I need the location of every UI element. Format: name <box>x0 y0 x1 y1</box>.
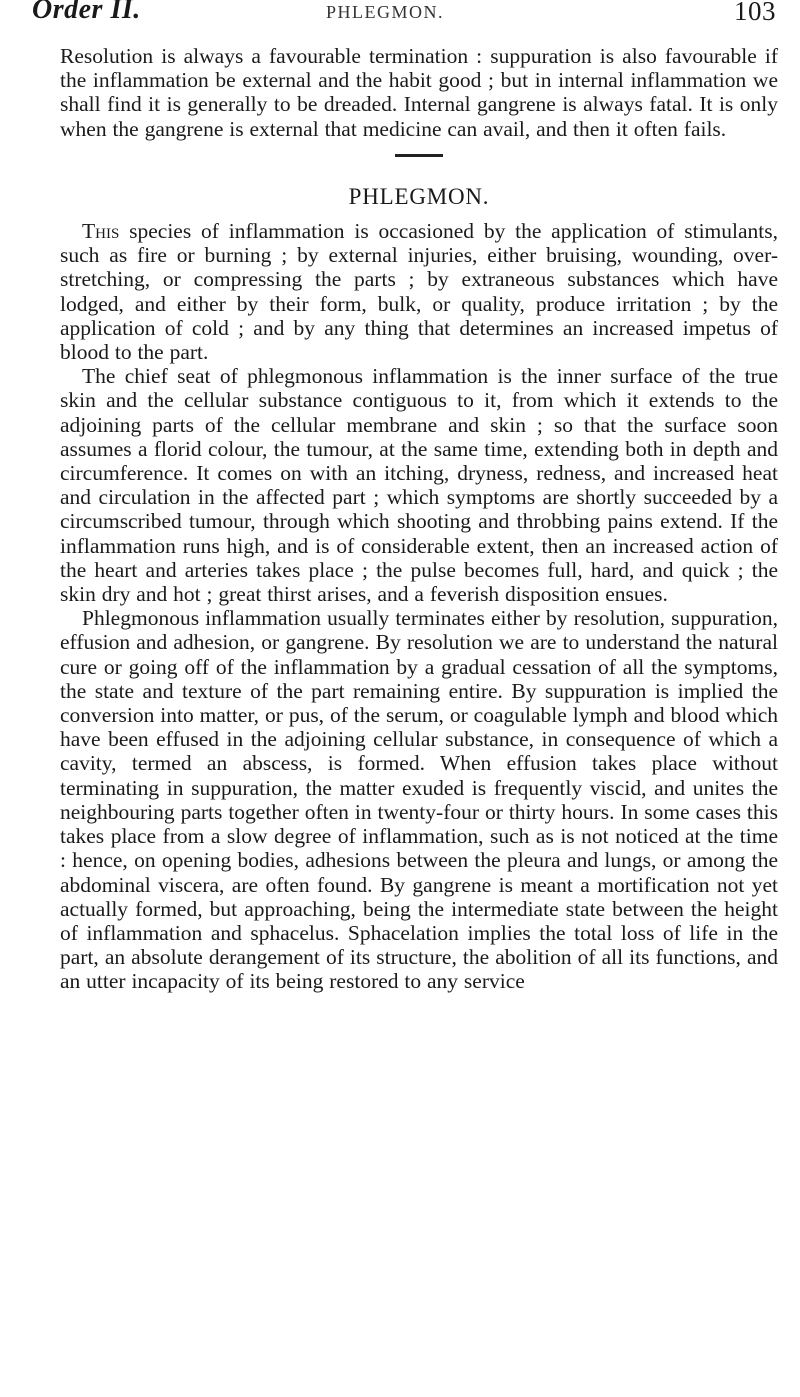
section-paragraph-1 <box>60 219 778 364</box>
section-paragraph-2: The chief seat of phlegmonous inflammation is the inner surface of the true skin and the cellular substance contiguous to it, from which it extends to the adjoining parts of the cellular membrane and skin ; so that the surface soon assumes a florid colour, the tumour, at the same time, extending both in depth and circumference. It comes on with an itching, dryness, redness, and increased heat and circulation in the affected part ; which symptoms are shortly succeeded by a circumscribed tumour, through which shooting and throbbing pains extend. If the inflammation runs high, and is of considerable extent, then an increased action of the heart and arteries takes place ; the pulse becomes full, hard, and quick ; the skin dry and hot ; great thirst arises, and a feverish disposition ensues. <box>60 364 778 607</box>
lead-word: This <box>82 219 120 244</box>
page-number: 103 <box>734 0 776 26</box>
section-paragraph-3: Phlegmonous inflammation usually terminates either by resolution, suppuration, effusion and adhesion, or gangrene. By resolution we are to understand the natural cure or going off of the inflammation by a gradual cessation of all the symptoms, the state and texture of the part remaining entire. By suppuration is implied the conversion into matter, or pus, of the serum, or coagulable lymph and blood which have been effused in the adjoining cellular substance, in consequence of which a cavity, termed an abscess, is formed. When effusion takes place without terminating in suppuration, the matter exuded is frequently viscid, and unites the neighbouring parts together often in twenty-four or thirty hours. In some cases this takes place from a slow degree of inflammation, such as is not noticed at the time : hence, on opening bodies, adhesions between the pleura and lungs, or among the abdominal viscera, are often found. By gangrene is meant a mortification not yet actually formed, but approaching, being the intermediate state between the height of inflammation and sphacelus. Sphacelation implies the total loss of life in the part, an absolute derangement of its structure, the abolition of all its functions, and an utter incapacity of its being restored to any service <box>60 606 778 994</box>
running-head-title: PHLEGMON. <box>326 2 445 22</box>
section-divider-rule <box>395 154 443 157</box>
running-head <box>32 0 778 44</box>
body-text <box>60 44 778 994</box>
section-heading: PHLEGMON. <box>348 183 490 209</box>
section-paragraph-1-text: species of inflammation is occasioned by the application of stimulants, such as fire or burning ; by external injuries, either bruising, wounding, over-stretching, or compressing the parts ; by extraneous substances which have lodged, and either by their form, bulk, or quality, produce irritation ; by the application of cold ; and by any thing that determines an increased impetus of blood to the part. <box>60 219 778 365</box>
running-head-order: Order II. <box>32 0 141 25</box>
intro-paragraph: Resolution is always a favourable termination : suppuration is also favourable if the inflammation be external and the habit good ; but in internal inflammation we shall find it is generally to be dreaded. Internal gangrene is always fatal. It is only when the gangrene is external that medicine can avail, and then it often fails. <box>60 44 778 141</box>
